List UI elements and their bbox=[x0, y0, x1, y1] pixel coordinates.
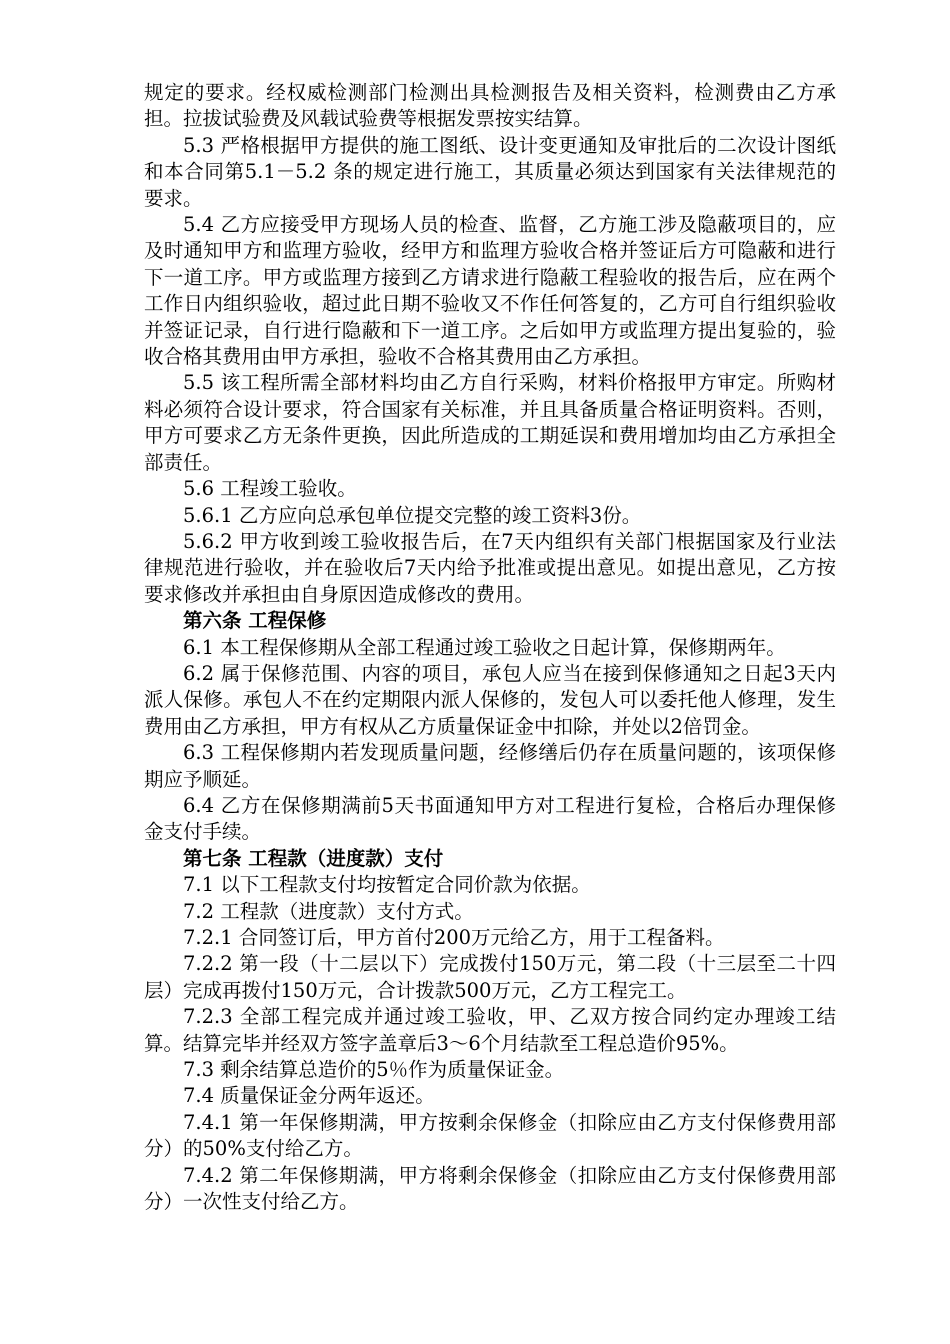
clause-7-2-2: 7.2.2 第一段（十二层以下）完成拨付150万元，第二段（十三层至二十四层）完成再拨付150万元，合计拨款500万元，乙方工程完工。 bbox=[144, 952, 836, 1002]
clause-7-1: 7.1 以下工程款支付均按暂定合同价款为依据。 bbox=[183, 873, 591, 897]
clause-7-4-1: 7.4.1 第一年保修期满，甲方按剩余保修金（扣除应由乙方支付保修费用部分）的50%支付给乙方。 bbox=[144, 1110, 836, 1161]
clause-5-3: 5.3 严格根据甲方提供的施工图纸、设计变更通知及审批后的二次设计图纸和本合同第5.1－5.2 条的规定进行施工，其质量必须达到国家有关法律规范的要求。 bbox=[144, 133, 836, 210]
clause-5-6: 5.6 工程竣工验收。 bbox=[183, 477, 357, 501]
clause-7-4-2: 7.4.2 第二年保修期满，甲方将剩余保修金（扣除应由乙方支付保修费用部分）一次性支付给乙方。 bbox=[144, 1163, 836, 1214]
clause-6-2: 6.2 属于保修范围、内容的项目，承包人应当在接到保修通知之日起3天内派人保修。承包人不在约定期限内派人保修的，发包人可以委托他人修理，发生费用由乙方承担，甲方有权从乙方质量保证金中扣除，并处以2倍罚金。 bbox=[144, 661, 836, 738]
section-heading-article-7: 第七条 工程款（进度款）支付 bbox=[183, 846, 444, 870]
clause-5-5: 5.5 该工程所需全部材料均由乙方自行采购，材料价格报甲方审定。所购材料必须符合设计要求，符合国家有关标准，并且具备质量合格证明资料。否则，甲方可要求乙方无条件更换，因此所造成的工期延误和费用增加均由乙方承担全部责任。 bbox=[144, 371, 836, 474]
clause-6-3: 6.3 工程保修期内若发现质量问题，经修缮后仍存在质量问题的，该项保修期应予顺延。 bbox=[144, 741, 836, 791]
document-page bbox=[144, 80, 836, 1215]
clause-7-4: 7.4 质量保证金分两年返还。 bbox=[183, 1084, 435, 1108]
clause-5-4: 5.4 乙方应接受甲方现场人员的检查、监督，乙方施工涉及隐蔽项目的，应及时通知甲方和监理方验收，经甲方和监理方验收合格并签证后方可隐蔽和进行下一道工序。甲方或监理方接到乙方请求进行隐蔽工程验收的报告后，应在两个工作日内组织验收，超过此日期不验收又不作任何答复的，乙方可自行组织验收并签证记录，自行进行隐蔽和下一道工序。之后如甲方或监理方提出复验的，验收合格其费用由甲方承担，验收不合格其费用由乙方承担。 bbox=[144, 213, 836, 369]
clause-5-6-1: 5.6.1 乙方应向总承包单位提交完整的竣工资料3份。 bbox=[183, 503, 642, 527]
clause-6-4: 6.4 乙方在保修期满前5天书面通知甲方对工程进行复检，合格后办理保修金支付手续。 bbox=[144, 793, 836, 844]
clause-7-3: 7.3 剩余结算总造价的5％作为质量保证金。 bbox=[183, 1058, 565, 1082]
clause-7-2-1: 7.2.1 合同签订后，甲方首付200万元给乙方，用于工程备料。 bbox=[183, 926, 725, 949]
clause-7-2-3: 7.2.3 全部工程完成并通过竣工验收，甲、乙双方按合同约定办理竣工结算。结算完毕并经双方签字盖章后3～6个月结款至工程总造价95%。 bbox=[144, 1005, 836, 1055]
paragraph-continuation: 规定的要求。经权威检测部门检测出具检测报告及相关资料，检测费由乙方承担。拉拔试验费及风载试验费等根据发票按实结算。 bbox=[144, 81, 836, 131]
clause-6-1: 6.1 本工程保修期从全部工程通过竣工验收之日起计算，保修期两年。 bbox=[183, 635, 786, 659]
section-heading-article-6: 第六条 工程保修 bbox=[183, 609, 327, 633]
clause-7-2: 7.2 工程款（进度款）支付方式。 bbox=[183, 899, 474, 923]
clause-5-6-2: 5.6.2 甲方收到竣工验收报告后，在7天内组织有关部门根据国家及行业法律规范进行验收，并在验收后7天内给予批准或提出意见。如提出意见，乙方按要求修改并承担由自身原因造成修改的费用。 bbox=[144, 529, 836, 606]
